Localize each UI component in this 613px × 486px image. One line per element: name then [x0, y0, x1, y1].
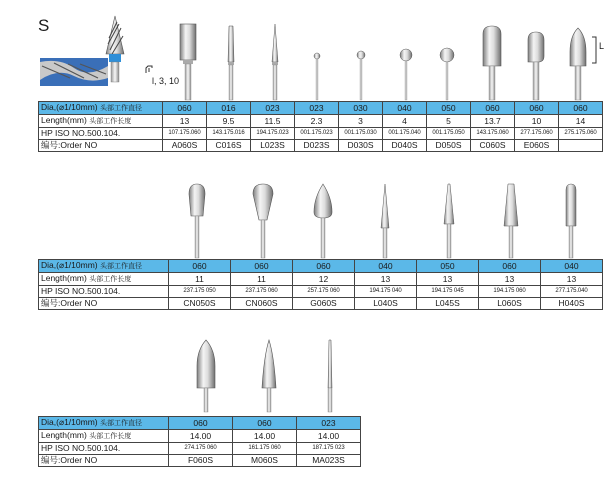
dia-label: Dia,(⌀1/10mm) 头部工作直径 [39, 102, 163, 115]
spec-table-1 [38, 101, 603, 152]
length-cell: 13 [479, 273, 541, 286]
iso-cell: 107.175.060 [163, 128, 207, 140]
dia-cell: 016 [207, 102, 251, 115]
iso-cell: 194.175.023 [251, 128, 295, 140]
order-cell [559, 140, 603, 152]
order-cell: H040S [541, 298, 603, 310]
dia-cell: 060 [231, 260, 293, 273]
dia-row [39, 417, 361, 430]
dia-cell: 060 [163, 102, 207, 115]
series-letter: S [38, 16, 50, 35]
order-cell: A060S [163, 140, 207, 152]
bur-image-L045S [440, 180, 458, 260]
length-cell: 14.00 [297, 430, 361, 443]
length-cell: 13 [163, 115, 207, 128]
length-cell: 13.7 [471, 115, 515, 128]
iso-cell: 274.175 060 [169, 443, 233, 455]
dia-cell: 060 [479, 260, 541, 273]
order-cell: M060S [233, 455, 297, 467]
bur-image-E060S [524, 22, 548, 102]
dia-cell: 050 [417, 260, 479, 273]
dia-row [39, 260, 603, 273]
length-cell: 13 [417, 273, 479, 286]
dia-cell: 023 [297, 417, 361, 430]
order-cell: E060S [515, 140, 559, 152]
iso-row [39, 128, 603, 140]
bur-image-F060S [193, 336, 219, 414]
length-cell: 3 [339, 115, 383, 128]
spec-table-3 [38, 416, 361, 467]
length-cell: 10 [515, 115, 559, 128]
iso-cell: 187.175 023 [297, 443, 361, 455]
dia-cell: 040 [383, 102, 427, 115]
length-cell: 14.00 [169, 430, 233, 443]
order-cell: G060S [293, 298, 355, 310]
iso-cell: 237.175 060 [231, 286, 293, 298]
order-cell: D023S [295, 140, 339, 152]
length-cell: 13 [541, 273, 603, 286]
order-cell: MA023S [297, 455, 361, 467]
dia-label: Dia,(⌀1/10mm) 头部工作直径 [39, 260, 169, 273]
dia-cell: 060 [169, 260, 231, 273]
order-cell: L045S [417, 298, 479, 310]
order-label: 编号:Order NO [39, 140, 163, 152]
iso-cell: 194.175 060 [479, 286, 541, 298]
order-cell: C060S [471, 140, 515, 152]
length-row [39, 115, 603, 128]
shank-sizes-icon [144, 64, 154, 74]
bur-image-D030S [353, 22, 369, 102]
iso-row [39, 286, 603, 298]
dia-cell: 060 [169, 417, 233, 430]
length-label: Length(mm) 头部工作长度 [39, 273, 169, 286]
iso-cell: 001.175.040 [383, 128, 427, 140]
iso-cell: 277.175.040 [541, 286, 603, 298]
length-cell: 11.5 [251, 115, 295, 128]
length-row [39, 273, 603, 286]
iso-cell: 194.175 040 [355, 286, 417, 298]
order-cell: CN060S [231, 298, 293, 310]
length-cell: 13 [355, 273, 417, 286]
order-cell: C016S [207, 140, 251, 152]
order-cell: D050S [427, 140, 471, 152]
bur-image-L023S [267, 22, 283, 102]
iso-cell: 257.175 060 [293, 286, 355, 298]
iso-cell: 143.175.016 [207, 128, 251, 140]
dia-cell: 060 [471, 102, 515, 115]
iso-cell: 001.175.023 [295, 128, 339, 140]
length-label: Length(mm) 头部工作长度 [39, 115, 163, 128]
order-row [39, 140, 603, 152]
bur-image-C060S [480, 22, 504, 102]
iso-cell: 237.175 050 [169, 286, 231, 298]
order-label: 编号:Order NO [39, 298, 169, 310]
length-cell: 9.5 [207, 115, 251, 128]
iso-cell: 194.175 045 [417, 286, 479, 298]
bur-image-D050S [437, 22, 457, 102]
dia-cell: 060 [233, 417, 297, 430]
dia-cell: 060 [293, 260, 355, 273]
iso-label: HP ISO NO.500.104. [39, 128, 163, 140]
bur-image-CN050S [185, 180, 209, 260]
dia-cell: 060 [559, 102, 603, 115]
bur-image-L060S [500, 180, 522, 260]
order-label: 编号:Order NO [39, 455, 169, 467]
bur-image-C016S [223, 22, 239, 102]
spec-table-2 [38, 259, 603, 310]
bur-image-MA023S [322, 336, 338, 414]
length-cell: 14.00 [233, 430, 297, 443]
iso-cell: 001.175.050 [427, 128, 471, 140]
bur-image-CN060S [250, 180, 276, 260]
length-row [39, 430, 361, 443]
order-cell: F060S [169, 455, 233, 467]
bur-image-A060S [178, 22, 198, 102]
length-marker-label: L [599, 41, 605, 51]
iso-cell: 277.175.060 [515, 128, 559, 140]
iso-label: HP ISO NO.500.104. [39, 286, 169, 298]
dia-row [39, 102, 603, 115]
iso-cell: 161.175 060 [233, 443, 297, 455]
bur-image-D023S [309, 22, 325, 102]
iso-cell: 143.175.060 [471, 128, 515, 140]
bur-image-275 [566, 22, 590, 102]
dia-cell: 040 [541, 260, 603, 273]
dia-cell: 023 [295, 102, 339, 115]
dia-cell: 060 [515, 102, 559, 115]
length-cell: 5 [427, 115, 471, 128]
order-cell: L023S [251, 140, 295, 152]
order-row [39, 298, 603, 310]
dia-cell: 023 [251, 102, 295, 115]
length-cell: 11 [169, 273, 231, 286]
order-row [39, 455, 361, 467]
iso-row [39, 443, 361, 455]
length-cell: 4 [383, 115, 427, 128]
order-cell: D030S [339, 140, 383, 152]
dia-cell: 040 [355, 260, 417, 273]
order-cell: L060S [479, 298, 541, 310]
bur-image-G060S [310, 180, 336, 260]
length-cell: 11 [231, 273, 293, 286]
length-cell: 2.3 [295, 115, 339, 128]
iso-label: HP ISO NO.500.104. [39, 443, 169, 455]
bur-image-H040S [562, 180, 580, 260]
dia-cell: 030 [339, 102, 383, 115]
length-cell: 12 [293, 273, 355, 286]
order-cell: CN050S [169, 298, 231, 310]
order-cell: D040S [383, 140, 427, 152]
flute-closeup-image [40, 58, 108, 86]
length-cell: 14 [559, 115, 603, 128]
iso-cell: 275.175.060 [559, 128, 603, 140]
order-cell: L040S [355, 298, 417, 310]
iso-cell: 001.175.030 [339, 128, 383, 140]
bur-image-D040S [396, 22, 416, 102]
length-label: Length(mm) 头部工作长度 [39, 430, 169, 443]
dia-label: Dia,(⌀1/10mm) 头部工作直径 [39, 417, 169, 430]
bur-image-M060S [258, 336, 280, 414]
dia-cell: 050 [427, 102, 471, 115]
bur-image-L040S [376, 180, 394, 260]
shank-sizes-text: l, 3, 10 [152, 76, 180, 86]
